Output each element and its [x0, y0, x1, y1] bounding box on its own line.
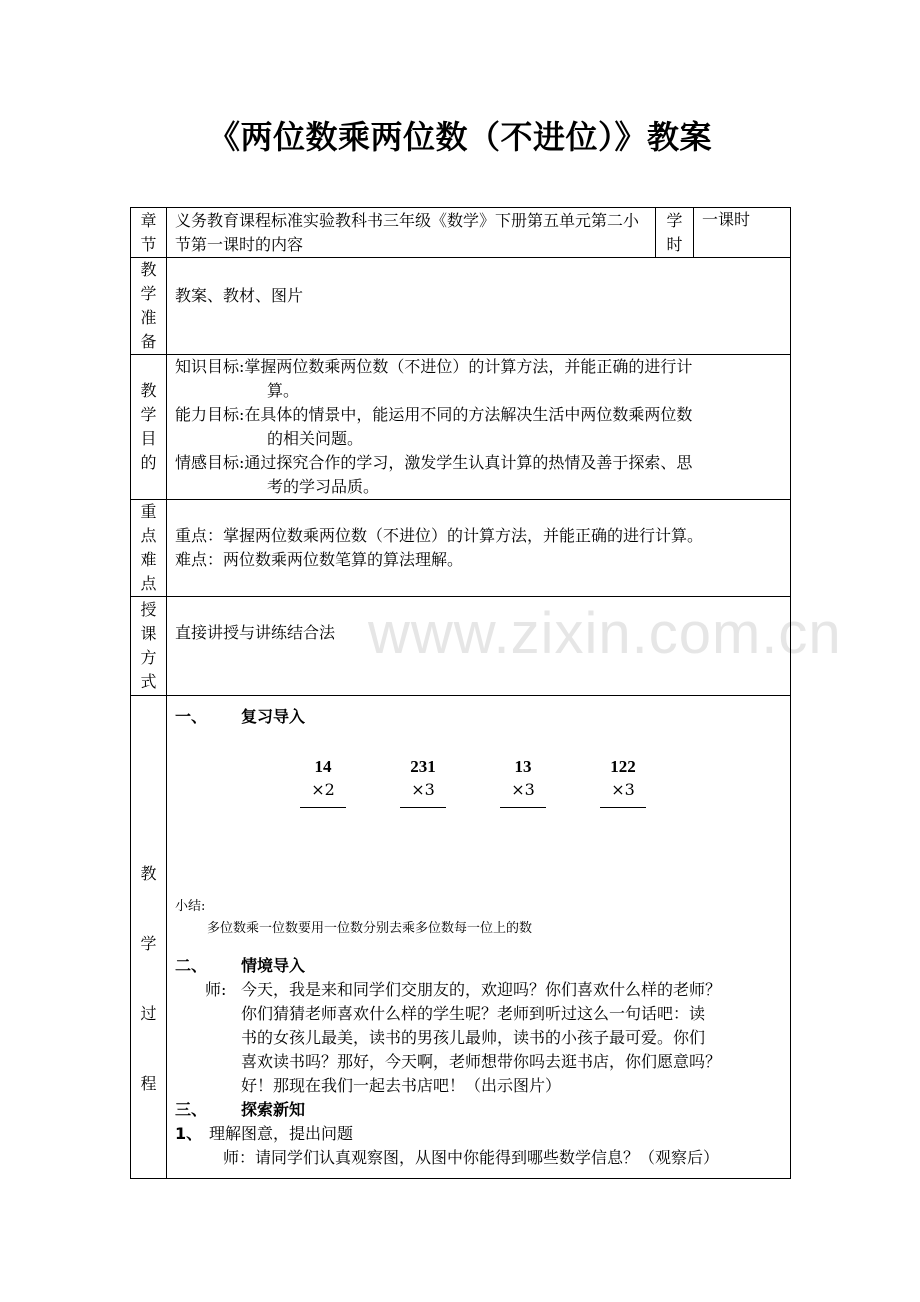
- explore-step-1-text: 师：请同学们认真观察图，从图中你能得到哪些数学信息？（观察后）: [223, 1147, 720, 1167]
- lesson-plan-table: [130, 207, 791, 1179]
- goals-list: [167, 355, 791, 500]
- watermark: www.zixin.com.cn: [368, 601, 842, 666]
- goal-emotion: 情感目标: 通过探究合作的学习，激发学生认真计算的热情及善于探索、思 考的学习品质。: [175, 453, 693, 496]
- focus-text: 重点：掌握两位数乘两位数（不进位）的计算方法，并能正确的进行计算。: [175, 526, 704, 545]
- section-scenario: 二、 情境导入: [175, 955, 306, 975]
- hours-value: 一课时: [694, 208, 791, 258]
- row-chapter: [131, 208, 791, 258]
- label-prep: 教 学 准 备: [131, 258, 167, 355]
- label-goals: 教 学 目 的: [131, 355, 167, 500]
- summary-label: 小结:: [175, 898, 206, 914]
- goal-ability: 能力目标: 在具体的情景中，能运用不同的方法解决生活中两位数乘两位数 的相关问题。: [175, 405, 693, 448]
- review-exercises: [273, 755, 782, 808]
- row-prep: [131, 258, 791, 355]
- section-review: 一、 复习导入: [175, 706, 306, 726]
- exercise-1: 14 ×2: [273, 755, 373, 808]
- label-chapter: 章 节: [131, 208, 167, 258]
- method-text: 直接讲授与讲练结合法: [167, 597, 791, 696]
- scenario-dialogue: 师: 今天，我是来和同学们交朋友的，欢迎吗？你们喜欢什么样的老师？ 你们猜猜老师喜欢什么样的学生呢？老师到听过这么一句话吧：读 书的女孩儿最美，读书的男孩儿最帅，读书的小孩子最可爱。你们 喜欢读书吗？那好，今天啊，老师想带你吗去逛书店，你们愿意吗？ 好！那现在我们一起去书店吧！（出示图片）: [205, 979, 722, 1095]
- exercise-2: 231 ×3: [373, 755, 473, 808]
- label-method: 授 课 方 式: [131, 597, 167, 696]
- label-hours: 学 时: [656, 208, 694, 258]
- row-key-points: [131, 500, 791, 597]
- section-explore: 三、 探索新知: [175, 1099, 306, 1119]
- process-content: [167, 696, 791, 1179]
- exercise-4: 122 ×3: [573, 755, 673, 808]
- chapter-text: 义务教育课程标准实验教科书三年级《数学》下册第五单元第二小节第一课时的内容: [167, 208, 656, 258]
- explore-step-1: 1、 理解图意，提出问题: [175, 1123, 354, 1143]
- row-goals: [131, 355, 791, 500]
- page-title: 《两位数乘两位数（不进位）》教案: [207, 118, 712, 156]
- key-points: [167, 500, 791, 597]
- prep-text: 教案、教材、图片: [167, 258, 791, 355]
- row-process: [131, 696, 791, 1179]
- difficulty-text: 难点：两位数乘两位数笔算的算法理解。: [175, 550, 464, 569]
- goal-knowledge: 知识目标: 掌握两位数乘两位数（不进位）的计算方法，并能正确的进行计 算。: [175, 357, 693, 400]
- exercise-3: 13 ×3: [473, 755, 573, 808]
- row-method: [131, 597, 791, 696]
- summary-text: 多位数乘一位数要用一位数分别去乘多位数每一位上的数: [207, 920, 533, 936]
- label-process: 教 学 过 程: [131, 696, 167, 1179]
- label-key-points: 重 点 难 点: [131, 500, 167, 597]
